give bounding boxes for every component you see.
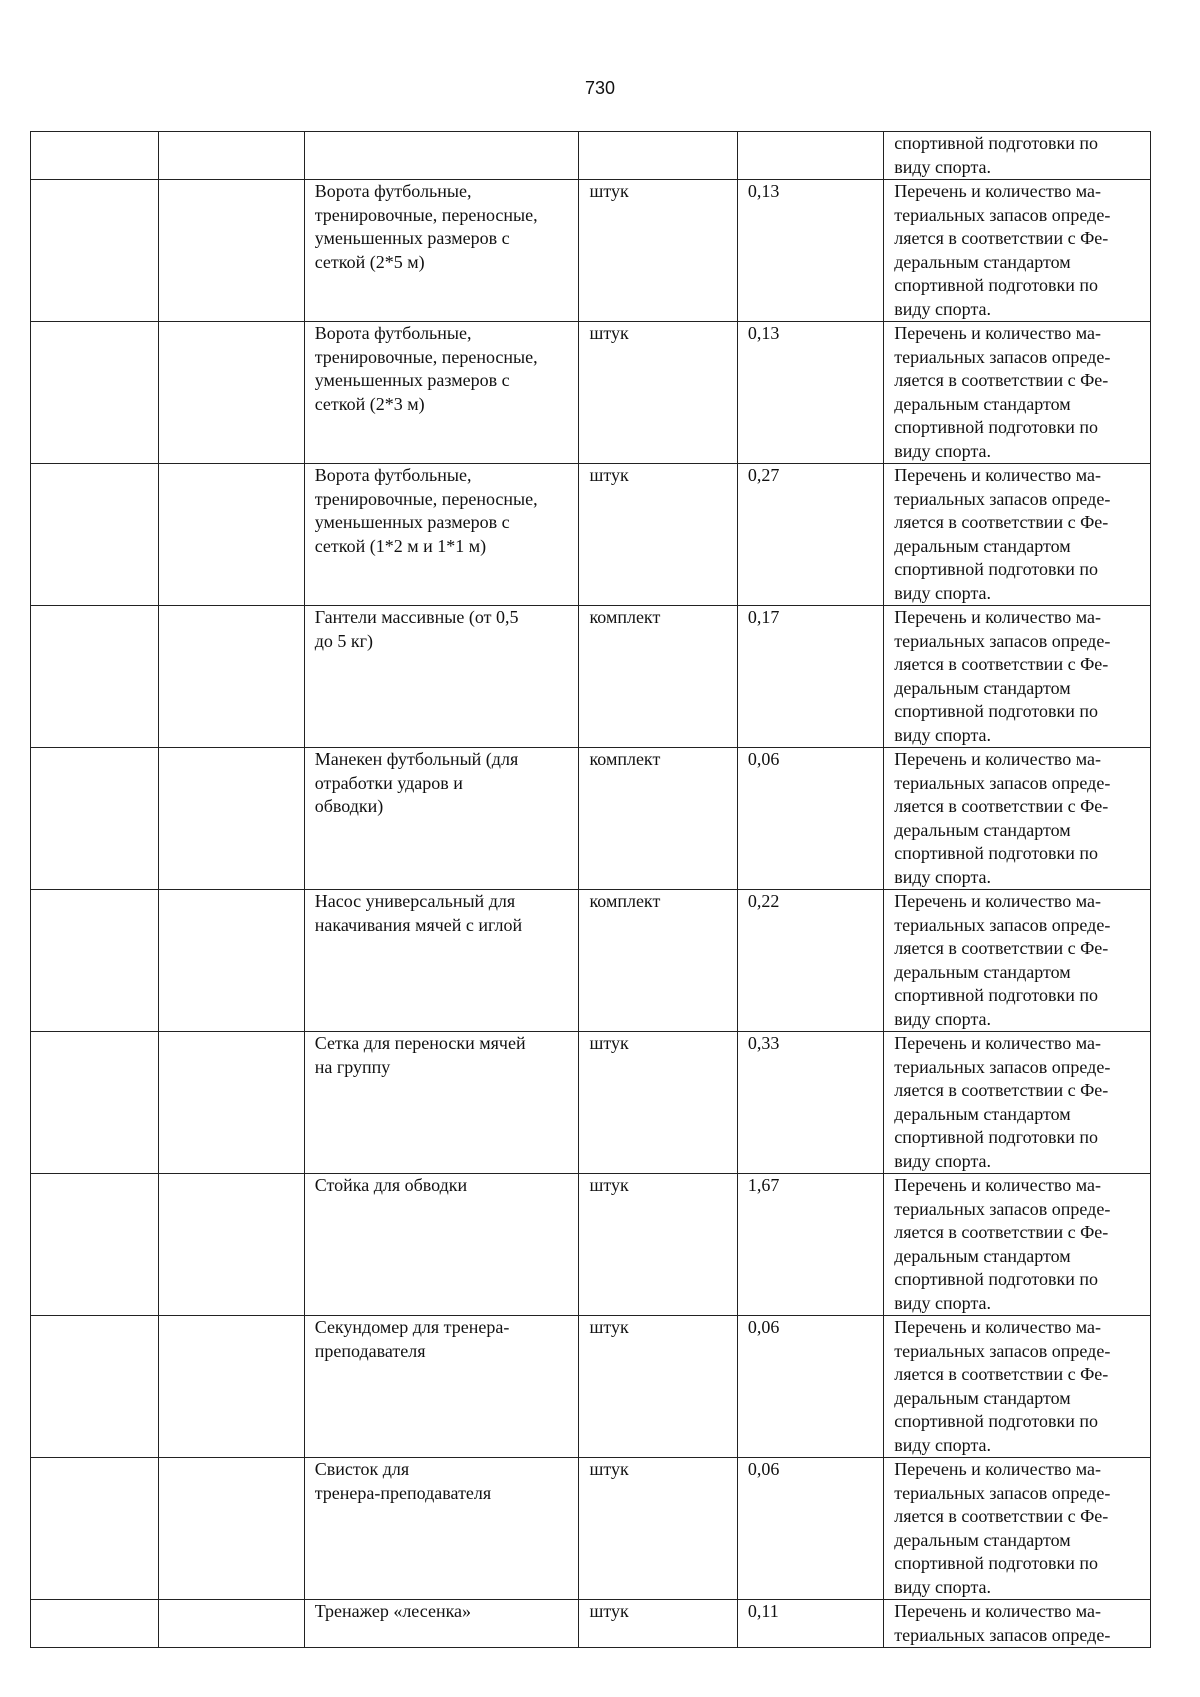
table-row: [31, 748, 1151, 890]
table-row: [31, 1458, 1151, 1600]
note-line: териальных запасов опреде-: [894, 1482, 1111, 1503]
name-line: тренера-преподавателя: [314, 1482, 492, 1503]
note-line: спортивной подготовки по: [894, 417, 1099, 437]
cell-col2: [159, 132, 304, 180]
note-line: Перечень и количество ма-: [894, 181, 1101, 201]
note-line: виду спорта.: [894, 1008, 992, 1029]
cell-note: [884, 1316, 1151, 1458]
cell-col2: [159, 1316, 304, 1458]
note-line: Перечень и количество ма-: [894, 1601, 1101, 1621]
note-line: ляется в соответствии с Фе-: [894, 1364, 1109, 1384]
note-line: ляется в соответствии с Фе-: [894, 796, 1109, 816]
cell-name: [304, 890, 579, 1032]
cell-unit: штук: [579, 1032, 737, 1174]
cell-col1: [31, 748, 159, 890]
note-line: ляется в соответствии с Фе-: [894, 370, 1109, 390]
note-line: виду спорта.: [894, 1292, 992, 1313]
note-line: спортивной подготовки по: [894, 559, 1099, 579]
name-line: преподавателя: [314, 1340, 426, 1361]
note-line: ляется в соответствии с Фе-: [894, 1222, 1109, 1242]
note-line: Перечень и количество ма-: [894, 1459, 1101, 1479]
cell-col2: [159, 1458, 304, 1600]
table-row: [31, 464, 1151, 606]
cell-note: [884, 606, 1151, 748]
name-line: Манекен футбольный (для: [314, 749, 519, 769]
note-line: виду спорта.: [894, 156, 992, 177]
note-line: спортивной подготовки по: [894, 843, 1099, 863]
cell-col1: [31, 1600, 159, 1648]
cell-name: [304, 132, 579, 180]
note-line: деральным стандартом: [894, 1387, 1071, 1408]
cell-quantity: 0,06: [737, 1316, 883, 1458]
cell-col1: [31, 1032, 159, 1174]
name-line: накачивания мячей с иглой: [314, 914, 523, 935]
note-line: деральным стандартом: [894, 1245, 1071, 1266]
cell-col1: [31, 1316, 159, 1458]
cell-name: [304, 748, 579, 890]
note-line: виду спорта.: [894, 724, 992, 745]
cell-note: [884, 890, 1151, 1032]
note-line: териальных запасов опреде-: [894, 914, 1111, 935]
cell-note: [884, 464, 1151, 606]
note-line: ляется в соответствии с Фе-: [894, 1506, 1109, 1526]
note-line: виду спорта.: [894, 1434, 992, 1455]
cell-col1: [31, 890, 159, 1032]
note-line: деральным стандартом: [894, 1529, 1071, 1550]
name-line: Сетка для переноски мячей: [314, 1033, 526, 1053]
note-line: деральным стандартом: [894, 1103, 1071, 1124]
name-line: Гантели массивные (от 0,5: [314, 607, 519, 627]
name-line: Ворота футбольные,: [314, 465, 472, 485]
note-line: деральным стандартом: [894, 393, 1071, 414]
note-line: деральным стандартом: [894, 251, 1071, 272]
note-line: виду спорта.: [894, 298, 992, 319]
cell-unit: комплект: [579, 748, 737, 890]
table-row: [31, 1600, 1151, 1648]
cell-quantity: 0,17: [737, 606, 883, 748]
note-line: териальных запасов опреде-: [894, 772, 1111, 793]
note-line: деральным стандартом: [894, 961, 1071, 982]
note-line: спортивной подготовки по: [894, 1553, 1099, 1573]
cell-note: [884, 1600, 1151, 1648]
table-row: [31, 1316, 1151, 1458]
name-line: Ворота футбольные,: [314, 181, 472, 201]
cell-unit: штук: [579, 1174, 737, 1316]
name-line: сеткой (2*3 м): [314, 393, 425, 414]
note-line: спортивной подготовки по: [894, 1411, 1099, 1431]
name-line: Ворота футбольные,: [314, 323, 472, 343]
note-line: Перечень и количество ма-: [894, 749, 1101, 769]
note-line: териальных запасов опреде-: [894, 1198, 1111, 1219]
cell-unit: штук: [579, 1600, 737, 1648]
cell-col1: [31, 1174, 159, 1316]
note-line: спортивной подготовки по: [894, 985, 1099, 1005]
name-line: на группу: [314, 1056, 391, 1077]
cell-col2: [159, 1032, 304, 1174]
table-row-continued: [31, 132, 1151, 180]
cell-note: [884, 322, 1151, 464]
cell-quantity: 1,67: [737, 1174, 883, 1316]
note-line: ляется в соответствии с Фе-: [894, 228, 1109, 248]
note-line: виду спорта.: [894, 1150, 992, 1171]
note-line: Перечень и количество ма-: [894, 1317, 1101, 1337]
cell-col1: [31, 1458, 159, 1600]
cell-quantity: 0,27: [737, 464, 883, 606]
cell-name: [304, 1174, 579, 1316]
note-line: териальных запасов опреде-: [894, 630, 1111, 651]
name-line: сеткой (1*2 м и 1*1 м): [314, 535, 487, 556]
cell-unit: [579, 132, 737, 180]
name-line: Секундомер для тренера-: [314, 1317, 510, 1337]
cell-name: [304, 1600, 579, 1648]
cell-col2: [159, 322, 304, 464]
note-line: деральным стандартом: [894, 535, 1071, 556]
note-line: ляется в соответствии с Фе-: [894, 512, 1109, 532]
cell-name: [304, 1316, 579, 1458]
note-line: Перечень и количество ма-: [894, 465, 1101, 485]
cell-unit: штук: [579, 1316, 737, 1458]
note-line: спортивной подготовки по: [894, 701, 1099, 721]
name-line: тренировочные, переносные,: [314, 488, 538, 509]
note-line: спортивной подготовки по: [894, 275, 1099, 295]
cell-note: [884, 748, 1151, 890]
note-line: Перечень и количество ма-: [894, 323, 1101, 343]
name-line: сеткой (2*5 м): [314, 251, 425, 272]
cell-col1: [31, 132, 159, 180]
cell-quantity: 0,33: [737, 1032, 883, 1174]
cell-col2: [159, 748, 304, 890]
table-row: [31, 890, 1151, 1032]
equipment-table: [30, 131, 1151, 1648]
cell-col1: [31, 180, 159, 322]
note-line: териальных запасов опреде-: [894, 204, 1111, 225]
note-line: ляется в соответствии с Фе-: [894, 1080, 1109, 1100]
note-line: Перечень и количество ма-: [894, 1033, 1101, 1053]
table-row: [31, 1032, 1151, 1174]
table-row: [31, 322, 1151, 464]
cell-col1: [31, 606, 159, 748]
cell-quantity: 0,11: [737, 1600, 883, 1648]
cell-unit: комплект: [579, 606, 737, 748]
note-line: спортивной подготовки по: [894, 133, 1099, 153]
note-line: деральным стандартом: [894, 677, 1071, 698]
cell-col2: [159, 1174, 304, 1316]
cell-col1: [31, 464, 159, 606]
note-line: Перечень и количество ма-: [894, 607, 1101, 627]
cell-quantity: 0,13: [737, 322, 883, 464]
cell-note: [884, 1032, 1151, 1174]
note-line: териальных запасов опреде-: [894, 488, 1111, 509]
cell-col2: [159, 464, 304, 606]
name-line: тренировочные, переносные,: [314, 204, 538, 225]
cell-unit: штук: [579, 464, 737, 606]
name-line: отработки ударов и: [314, 772, 463, 793]
cell-quantity: 0,22: [737, 890, 883, 1032]
cell-note: [884, 1458, 1151, 1600]
cell-name: [304, 464, 579, 606]
name-line: Свисток для: [314, 1459, 410, 1479]
note-line: ляется в соответствии с Фе-: [894, 938, 1109, 958]
note-line: спортивной подготовки по: [894, 1127, 1099, 1147]
cell-name: [304, 180, 579, 322]
cell-quantity: 0,13: [737, 180, 883, 322]
cell-name: [304, 322, 579, 464]
name-line: уменьшенных размеров с: [314, 370, 510, 390]
note-line: териальных запасов опреде-: [894, 1340, 1111, 1361]
cell-name: [304, 606, 579, 748]
name-line: тренировочные, переносные,: [314, 346, 538, 367]
cell-unit: штук: [579, 322, 737, 464]
note-line: териальных запасов опреде-: [894, 1624, 1111, 1645]
cell-unit: штук: [579, 1458, 737, 1600]
name-line: Насос универсальный для: [314, 891, 516, 911]
note-line: териальных запасов опреде-: [894, 1056, 1111, 1077]
cell-quantity: [737, 132, 883, 180]
note-line: деральным стандартом: [894, 819, 1071, 840]
note-line: виду спорта.: [894, 866, 992, 887]
name-line: до 5 кг): [314, 630, 373, 651]
cell-col2: [159, 890, 304, 1032]
cell-note: [884, 132, 1151, 180]
note-line: спортивной подготовки по: [894, 1269, 1099, 1289]
cell-quantity: 0,06: [737, 1458, 883, 1600]
cell-col2: [159, 180, 304, 322]
table-row: [31, 606, 1151, 748]
cell-quantity: 0,06: [737, 748, 883, 890]
table-row: [31, 1174, 1151, 1316]
name-line: Стойка для обводки: [314, 1175, 468, 1195]
table-body: [31, 132, 1151, 1648]
table-row: [31, 180, 1151, 322]
cell-name: [304, 1458, 579, 1600]
name-line: обводки): [314, 796, 384, 816]
note-line: териальных запасов опреде-: [894, 346, 1111, 367]
note-line: виду спорта.: [894, 582, 992, 603]
note-line: виду спорта.: [894, 1576, 992, 1597]
cell-unit: комплект: [579, 890, 737, 1032]
note-line: виду спорта.: [894, 440, 992, 461]
note-line: ляется в соответствии с Фе-: [894, 654, 1109, 674]
note-line: Перечень и количество ма-: [894, 1175, 1101, 1195]
cell-col1: [31, 322, 159, 464]
page-number: 730: [584, 78, 616, 98]
cell-note: [884, 180, 1151, 322]
name-line: уменьшенных размеров с: [314, 512, 510, 532]
cell-unit: штук: [579, 180, 737, 322]
cell-col2: [159, 1600, 304, 1648]
note-line: Перечень и количество ма-: [894, 891, 1101, 911]
cell-name: [304, 1032, 579, 1174]
cell-col2: [159, 606, 304, 748]
name-line: уменьшенных размеров с: [314, 228, 510, 248]
cell-note: [884, 1174, 1151, 1316]
name-line: Тренажер «лесенка»: [314, 1601, 472, 1621]
